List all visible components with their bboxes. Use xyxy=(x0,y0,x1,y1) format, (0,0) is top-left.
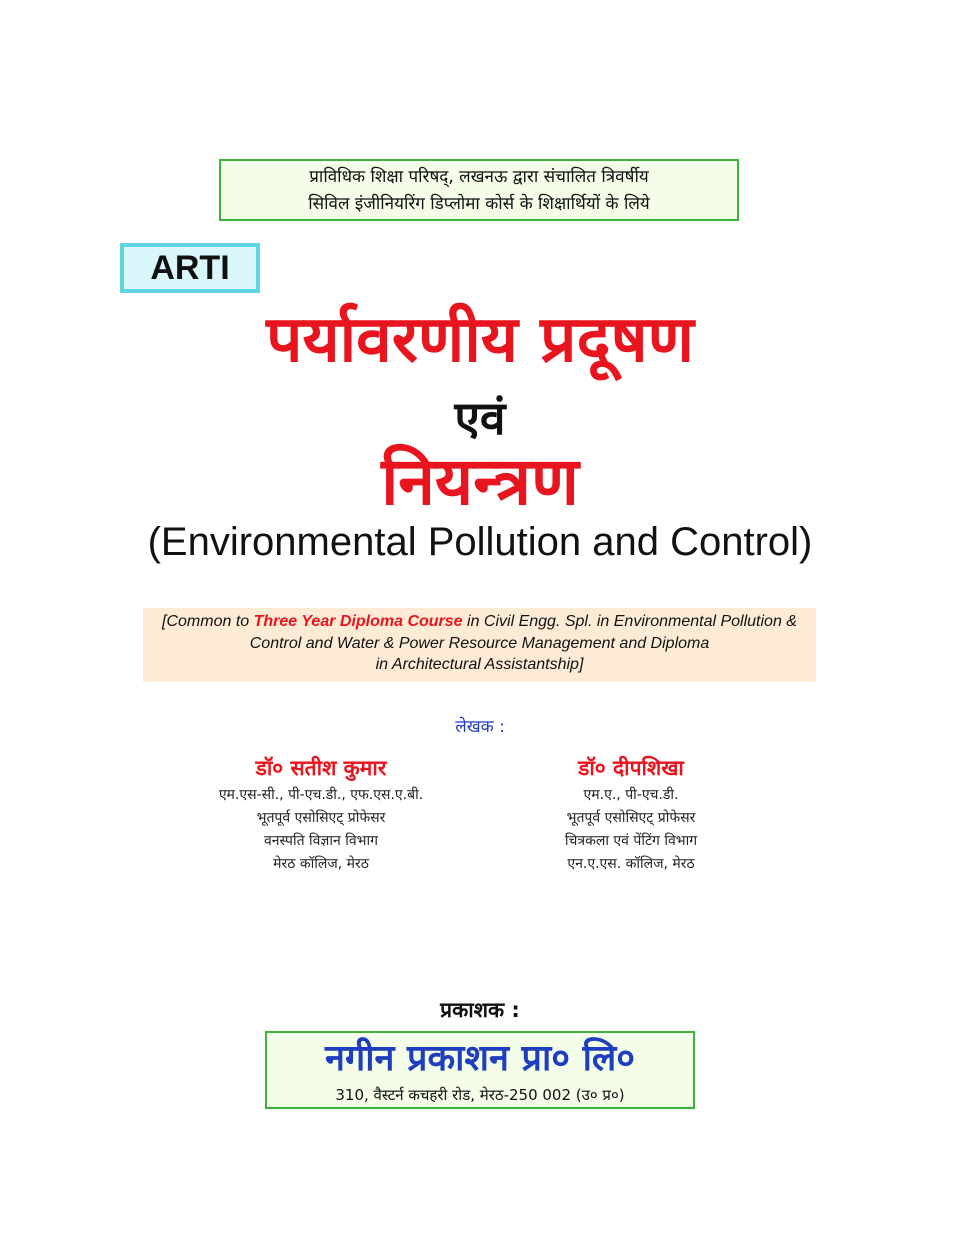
title-line2: एवं xyxy=(454,391,506,445)
author-dept: चित्रकला एवं पेंटिंग विभाग xyxy=(564,833,698,849)
note-highlight: Three Year Diploma Course xyxy=(253,613,463,630)
author-college: मेरठ कॉलिज, मेरठ xyxy=(273,856,369,872)
series-label: ARTI xyxy=(120,243,260,293)
publisher-label: प्रकाशक : xyxy=(440,998,520,1022)
author-1 xyxy=(171,752,471,876)
author-2 xyxy=(481,752,781,876)
note-line1 xyxy=(143,611,816,633)
note-line1-rest: in Civil Engg. Spl. in Environmental Pollution & xyxy=(462,613,797,630)
author-post: भूतपूर्व एसोसिएट् प्रोफेसर xyxy=(256,810,386,826)
author-name: डॉ० सतीश कुमार xyxy=(255,756,387,780)
author-post: भूतपूर्व एसोसिएट् प्रोफेसर xyxy=(566,810,696,826)
author-label: लेखक : xyxy=(455,717,505,737)
title-line3: नियन्त्रण xyxy=(381,443,579,520)
author-degrees: एम.ए., पी-एच.डी. xyxy=(583,787,679,803)
note-line3: in Architectural Assistantship] xyxy=(375,656,584,673)
board-info-line1: प्राविधिक शिक्षा परिषद्, लखनऊ द्वारा संचालित त्रिवर्षीय xyxy=(309,167,649,187)
title-line1: पर्यावरणीय प्रदूषण xyxy=(266,303,694,377)
publisher-box xyxy=(265,1031,695,1109)
author-college: एन.ए.एस. कॉलिज, मेरठ xyxy=(567,856,695,872)
english-title: (Environmental Pollution and Control) xyxy=(147,520,813,564)
author-dept: वनस्पति विज्ञान विभाग xyxy=(264,833,378,849)
author-degrees: एम.एस-सी., पी-एच.डी., एफ.एस.ए.बी. xyxy=(218,787,424,803)
publisher-address: 310, वैस्टर्न कचहरी रोड, मेरठ-250 002 (उ० प्र०) xyxy=(335,1086,625,1104)
course-note xyxy=(143,608,816,682)
board-info-box xyxy=(219,159,739,221)
note-prefix: [Common to xyxy=(162,613,254,630)
author-name: डॉ० दीपशिखा xyxy=(578,756,684,780)
board-info-line2: सिविल इंजीनियरिंग डिप्लोमा कोर्स के शिक्षार्थियों के लिये xyxy=(308,194,650,214)
publisher-name: नगीन प्रकाशन प्रा० लि० xyxy=(324,1038,636,1079)
note-line2: Control and Water & Power Resource Management and Diploma xyxy=(249,634,710,652)
